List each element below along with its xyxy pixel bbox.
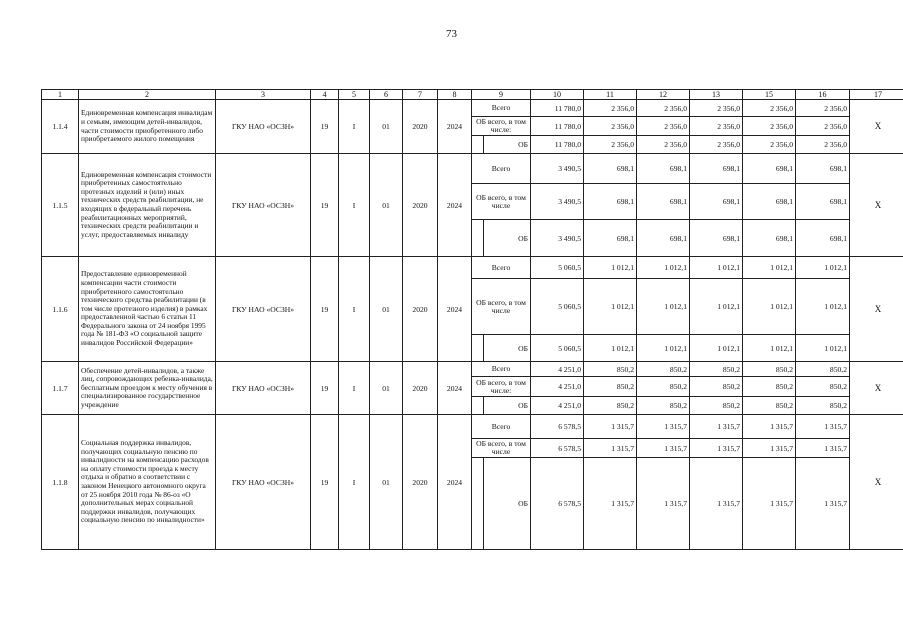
amount-cell: 698,1: [743, 154, 796, 184]
amount-cell: 6 578,5: [531, 458, 584, 550]
amount-cell: 1 012,1: [584, 257, 637, 279]
amount-cell: 850,2: [584, 397, 637, 415]
amount-cell: 1 315,7: [796, 439, 850, 458]
amount-cell: 850,2: [796, 362, 850, 377]
mark-cell: X: [850, 100, 903, 154]
amount-cell: 1 315,7: [584, 458, 637, 550]
measure-description: Предоставление единовременной компенсации части стоимости приобретенного самостоятельно технического средства реабилитации (в том числе протезного изделия) в рамках предоставленной частью 6 статьи 11 Федерального закона от 24 ноября 1995 года № 181-ФЗ «О социальной защите инвалидов Российской Федерации»: [79, 257, 216, 362]
amount-cell: 2 356,0: [584, 100, 637, 117]
amount-cell: 1 012,1: [637, 257, 690, 279]
amount-cell: 11 780,0: [531, 100, 584, 117]
amount-cell: 5 060,5: [531, 335, 584, 362]
measure-number: 1.1.8: [42, 415, 79, 550]
measure-row: [42, 257, 903, 279]
amount-cell: 1 012,1: [743, 257, 796, 279]
amount-cell: 2 356,0: [637, 117, 690, 136]
funding-source-label: ОБ всего, в том числе: [472, 184, 531, 220]
amount-cell: 1 012,1: [743, 279, 796, 335]
program-measures-table: [41, 89, 903, 550]
end-year-cell: 2024: [438, 154, 472, 257]
funding-source-label: ОБ: [484, 335, 531, 362]
amount-cell: 1 012,1: [637, 279, 690, 335]
amount-cell: 3 490,5: [531, 154, 584, 184]
measure-row: [42, 362, 903, 377]
measure-description: Обеспечение детей-инвалидов, а также лиц, сопровождающих ребенка-инвалида, бесплатным проездом к месту обучения в специализированное государственное учреждение: [79, 362, 216, 415]
header-cell: 8: [438, 90, 472, 100]
amount-cell: 1 012,1: [796, 335, 850, 362]
end-year-cell: 2024: [438, 362, 472, 415]
measure-row: [42, 100, 903, 117]
start-year-cell: 2020: [403, 154, 438, 257]
code-cell: 19: [311, 257, 339, 362]
amount-cell: 1 012,1: [584, 335, 637, 362]
header-cell: 9: [472, 90, 531, 100]
executor-cell: ГКУ НАО «ОСЗН»: [216, 154, 311, 257]
funding-source-label: ОБ: [484, 397, 531, 415]
header-cell: 10: [531, 90, 584, 100]
measure-description: Единовременная компенсация инвалидам и семьям, имеющим детей-инвалидов, части стоимости приобретенного либо приобретаемого жилого помещения: [79, 100, 216, 154]
measure-description: Социальная поддержка инвалидов, получающих социальную пенсию по инвалидности на компенсацию расходов на оплату стоимости проезда к месту отдыха и обратно в соответствии с законом Ненецкого автономного округа от 25 ноября 2010 года № 86-оз «О дополнительных мерах социальной поддержки инвалидов, получающих социальную пенсию по инвалидности»: [79, 415, 216, 550]
empty-cell: [472, 458, 484, 550]
amount-cell: 4 251,0: [531, 377, 584, 397]
amount-cell: 2 356,0: [796, 136, 850, 154]
code-cell: 01: [370, 100, 403, 154]
amount-cell: 2 356,0: [690, 136, 743, 154]
measure-row: [42, 415, 903, 439]
code-cell: 01: [370, 415, 403, 550]
amount-cell: 850,2: [637, 397, 690, 415]
amount-cell: 2 356,0: [637, 136, 690, 154]
amount-cell: 1 012,1: [690, 335, 743, 362]
amount-cell: 698,1: [690, 184, 743, 220]
header-cell: 2: [79, 90, 216, 100]
page-number: 73: [446, 28, 457, 40]
amount-cell: 698,1: [584, 154, 637, 184]
amount-cell: 1 315,7: [690, 439, 743, 458]
code-cell: 01: [370, 154, 403, 257]
amount-cell: 1 315,7: [796, 458, 850, 550]
amount-cell: 850,2: [796, 377, 850, 397]
empty-cell: [472, 220, 484, 257]
amount-cell: 1 315,7: [743, 415, 796, 439]
amount-cell: 1 012,1: [743, 335, 796, 362]
empty-cell: [472, 136, 484, 154]
amount-cell: 2 356,0: [743, 100, 796, 117]
funding-source-label: ОБ всего, в том числе:: [472, 117, 531, 136]
amount-cell: 698,1: [690, 220, 743, 257]
mark-cell: X: [850, 415, 903, 550]
amount-cell: 1 315,7: [637, 458, 690, 550]
amount-cell: 698,1: [796, 220, 850, 257]
executor-cell: ГКУ НАО «ОСЗН»: [216, 415, 311, 550]
amount-cell: 1 012,1: [584, 279, 637, 335]
amount-cell: 1 315,7: [637, 439, 690, 458]
amount-cell: 698,1: [796, 154, 850, 184]
amount-cell: 850,2: [690, 377, 743, 397]
header-cell: 6: [370, 90, 403, 100]
amount-cell: 1 315,7: [584, 439, 637, 458]
amount-cell: 1 012,1: [690, 257, 743, 279]
amount-cell: 698,1: [584, 220, 637, 257]
start-year-cell: 2020: [403, 362, 438, 415]
end-year-cell: 2024: [438, 257, 472, 362]
measure-row: [42, 154, 903, 184]
amount-cell: 698,1: [637, 220, 690, 257]
amount-cell: 2 356,0: [690, 100, 743, 117]
amount-cell: 2 356,0: [637, 100, 690, 117]
executor-cell: ГКУ НАО «ОСЗН»: [216, 362, 311, 415]
amount-cell: 1 012,1: [690, 279, 743, 335]
code-cell: I: [339, 154, 370, 257]
amount-cell: 850,2: [743, 397, 796, 415]
header-cell: 17: [850, 90, 903, 100]
header-cell: 15: [743, 90, 796, 100]
amount-cell: 1 012,1: [796, 279, 850, 335]
funding-source-label: ОБ: [484, 458, 531, 550]
amount-cell: 3 490,5: [531, 220, 584, 257]
amount-cell: 698,1: [743, 184, 796, 220]
amount-cell: 5 060,5: [531, 257, 584, 279]
amount-cell: 2 356,0: [584, 117, 637, 136]
amount-cell: 850,2: [584, 377, 637, 397]
funding-source-label: ОБ всего, в том числе: [472, 279, 531, 335]
start-year-cell: 2020: [403, 100, 438, 154]
code-cell: 01: [370, 257, 403, 362]
amount-cell: 2 356,0: [796, 117, 850, 136]
measure-number: 1.1.7: [42, 362, 79, 415]
measure-number: 1.1.4: [42, 100, 79, 154]
code-cell: 19: [311, 362, 339, 415]
amount-cell: 1 315,7: [743, 439, 796, 458]
amount-cell: 698,1: [690, 154, 743, 184]
code-cell: 19: [311, 154, 339, 257]
mark-cell: X: [850, 154, 903, 257]
amount-cell: 850,2: [690, 362, 743, 377]
amount-cell: 850,2: [637, 362, 690, 377]
amount-cell: 1 315,7: [584, 415, 637, 439]
amount-cell: 698,1: [584, 184, 637, 220]
funding-source-label: Всего: [472, 257, 531, 279]
amount-cell: 1 315,7: [690, 415, 743, 439]
end-year-cell: 2024: [438, 415, 472, 550]
header-cell: 3: [216, 90, 311, 100]
header-cell: 11: [584, 90, 637, 100]
amount-cell: 4 251,0: [531, 362, 584, 377]
header-cell: 5: [339, 90, 370, 100]
code-cell: 01: [370, 362, 403, 415]
amount-cell: 4 251,0: [531, 397, 584, 415]
funding-source-label: Всего: [472, 100, 531, 117]
mark-cell: X: [850, 362, 903, 415]
amount-cell: 850,2: [584, 362, 637, 377]
executor-cell: ГКУ НАО «ОСЗН»: [216, 100, 311, 154]
header-cell: 13: [690, 90, 743, 100]
amount-cell: 6 578,5: [531, 415, 584, 439]
header-cell: 12: [637, 90, 690, 100]
amount-cell: 1 012,1: [796, 257, 850, 279]
code-cell: I: [339, 100, 370, 154]
funding-source-label: ОБ: [484, 220, 531, 257]
amount-cell: 11 780,0: [531, 136, 584, 154]
amount-cell: 1 315,7: [690, 458, 743, 550]
amount-cell: 6 578,5: [531, 439, 584, 458]
amount-cell: 3 490,5: [531, 184, 584, 220]
header-cell: 16: [796, 90, 850, 100]
code-cell: I: [339, 362, 370, 415]
header-cell: 7: [403, 90, 438, 100]
amount-cell: 2 356,0: [743, 117, 796, 136]
code-cell: I: [339, 415, 370, 550]
amount-cell: 850,2: [637, 377, 690, 397]
code-cell: 19: [311, 415, 339, 550]
amount-cell: 850,2: [796, 397, 850, 415]
measure-number: 1.1.5: [42, 154, 79, 257]
funding-source-label: Всего: [472, 154, 531, 184]
empty-cell: [472, 335, 484, 362]
start-year-cell: 2020: [403, 415, 438, 550]
funding-source-label: Всего: [472, 362, 531, 377]
amount-cell: 2 356,0: [743, 136, 796, 154]
amount-cell: 1 012,1: [637, 335, 690, 362]
amount-cell: 698,1: [637, 154, 690, 184]
amount-cell: 698,1: [743, 220, 796, 257]
measure-description: Единовременная компенсация стоимости приобретенных самостоятельно протезных изделий и (или) иных технических средств реабилитации, не входящих в федеральный перечень реабилитационных мероприятий, технических средств реабилитации и услуг, предоставляемых инвалиду: [79, 154, 216, 257]
amount-cell: 698,1: [637, 184, 690, 220]
empty-cell: [472, 397, 484, 415]
funding-source-label: ОБ: [484, 136, 531, 154]
amount-cell: 850,2: [743, 362, 796, 377]
end-year-cell: 2024: [438, 100, 472, 154]
funding-source-label: Всего: [472, 415, 531, 439]
executor-cell: ГКУ НАО «ОСЗН»: [216, 257, 311, 362]
amount-cell: 1 315,7: [637, 415, 690, 439]
funding-source-label: ОБ всего, в том числе: [472, 439, 531, 458]
amount-cell: 2 356,0: [584, 136, 637, 154]
header-row: [42, 90, 903, 100]
amount-cell: 5 060,5: [531, 279, 584, 335]
mark-cell: X: [850, 257, 903, 362]
amount-cell: 850,2: [690, 397, 743, 415]
header-cell: 4: [311, 90, 339, 100]
amount-cell: 11 780,0: [531, 117, 584, 136]
funding-source-label: ОБ всего, в том числе:: [472, 377, 531, 397]
header-cell: 1: [42, 90, 79, 100]
code-cell: 19: [311, 100, 339, 154]
amount-cell: 850,2: [743, 377, 796, 397]
amount-cell: 698,1: [796, 184, 850, 220]
measure-number: 1.1.6: [42, 257, 79, 362]
amount-cell: 1 315,7: [743, 458, 796, 550]
start-year-cell: 2020: [403, 257, 438, 362]
amount-cell: 1 315,7: [796, 415, 850, 439]
amount-cell: 2 356,0: [690, 117, 743, 136]
amount-cell: 2 356,0: [796, 100, 850, 117]
code-cell: I: [339, 257, 370, 362]
